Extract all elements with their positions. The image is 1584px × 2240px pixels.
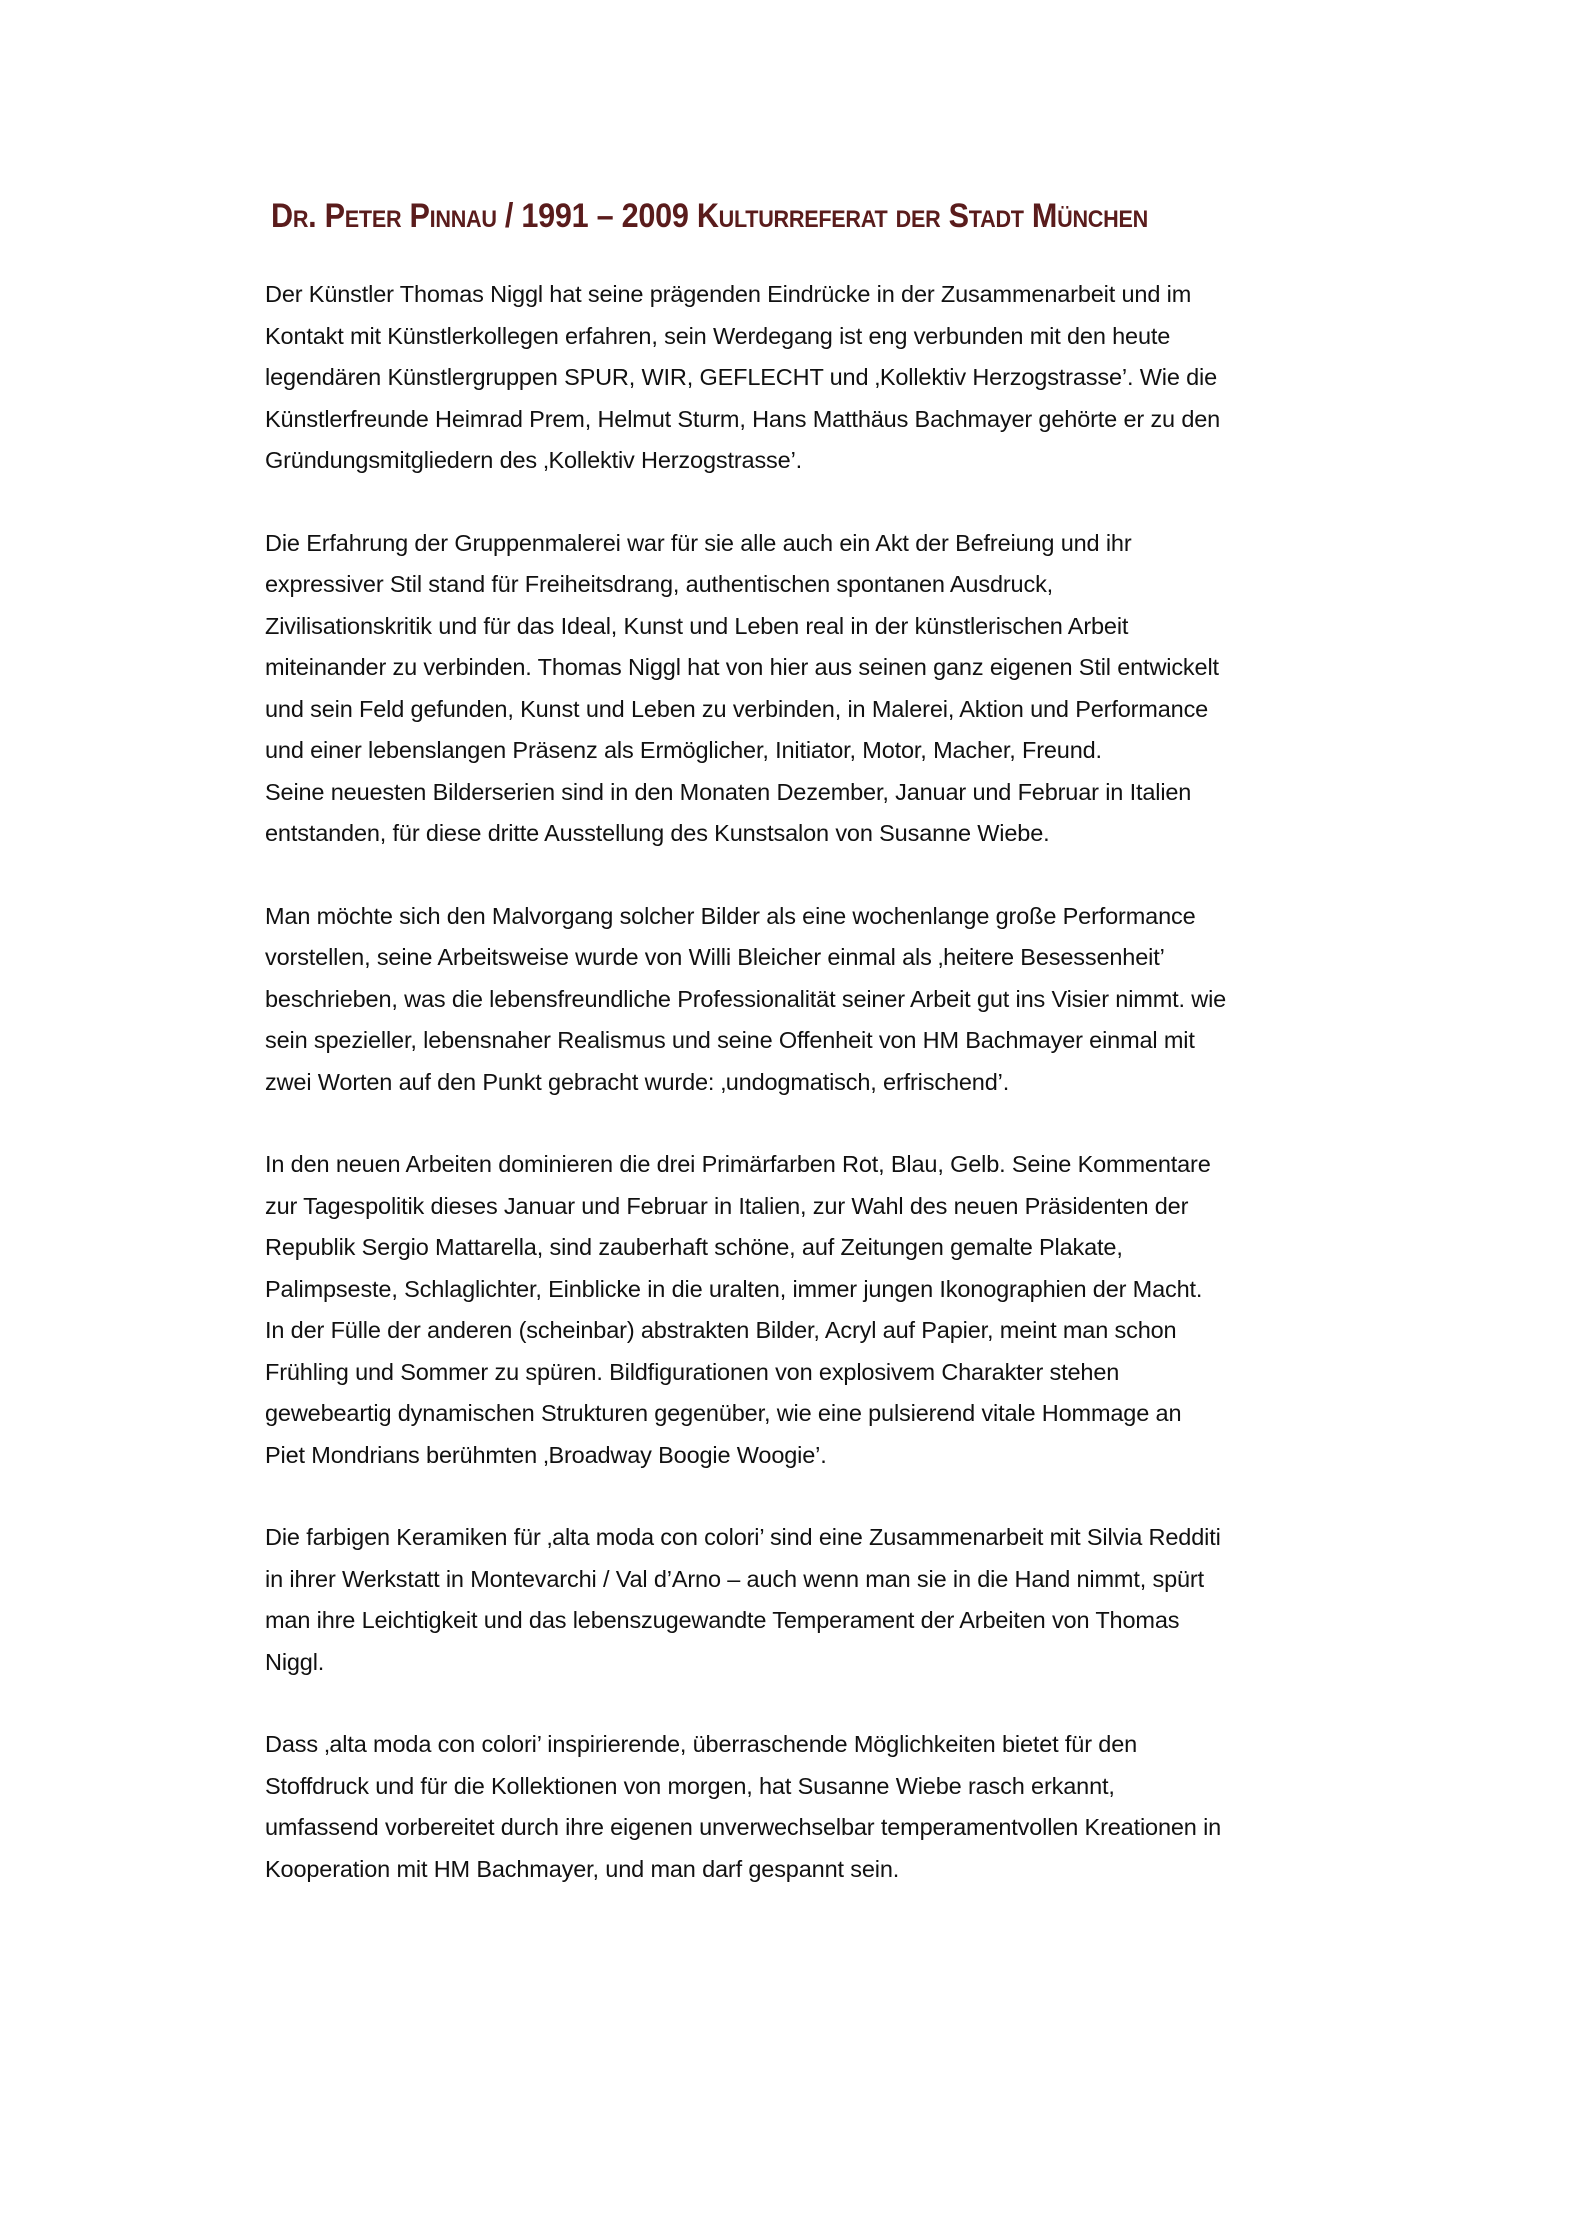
text-line: sein spezieller, lebensnaher Realismus und seine Offenheit von HM Bachmayer einmal mit [265, 1027, 1195, 1053]
text-line: legendären Künstlergruppen SPUR, WIR, GEFLECHT und ‚Kollektiv Herzogstrasse’. Wie die [265, 364, 1218, 390]
text-line: entstanden, für diese dritte Ausstellung des Kunstsalon von Susanne Wiebe. [265, 820, 1050, 846]
text-line: Piet Mondrians berühmten ‚Broadway Boogie Woogie’. [265, 1441, 827, 1468]
text-line: Niggl. [265, 1648, 325, 1675]
text-line: In der Fülle der anderen (scheinbar) abstrakten Bilder, Acryl auf Papier, meint man schon [265, 1317, 1177, 1343]
text-line: und sein Feld gefunden, Kunst und Leben zu verbinden, in Malerei, Aktion und Performance [265, 695, 1209, 722]
text-line: gewebeartig dynamischen Strukturen gegenüber, wie eine pulsierend vitale Hommage an [265, 1400, 1182, 1426]
text-line: zur Tagespolitik dieses Januar und Februar in Italien, zur Wahl des neuen Präsidenten der [265, 1192, 1189, 1219]
paragraph-5 [265, 1517, 1405, 1683]
text-line: und einer lebenslangen Präsenz als Ermöglicher, Initiator, Motor, Macher, Freund. [265, 737, 1102, 763]
paragraph-4 [265, 1144, 1405, 1476]
text-line: Der Künstler Thomas Niggl hat seine prägenden Eindrücke in der Zusammenarbeit und im [265, 281, 1192, 307]
text-line: zwei Worten auf den Punkt gebracht wurde: ‚undogmatisch, erfrischend’. [265, 1068, 1010, 1095]
text-line: Die farbigen Keramiken für ‚alta moda con colori’ sind eine Zusammenarbeit mit Silvia Redditi [265, 1524, 1221, 1550]
paragraph-1 [265, 274, 1405, 482]
text-line: Die Erfahrung der Gruppenmalerei war für sie alle auch ein Akt der Befreiung und ihr [265, 529, 1132, 556]
paragraph-3 [265, 896, 1405, 1104]
text-line: Stoffdruck und für die Kollektionen von morgen, hat Susanne Wiebe rasch erkannt, [265, 1772, 1115, 1799]
text-line: Kooperation mit HM Bachmayer, und man darf gespannt sein. [265, 1855, 900, 1882]
text-line: Frühling und Sommer zu spüren. Bildfigurationen von explosivem Charakter stehen [265, 1358, 1120, 1385]
text-line: man ihre Leichtigkeit und das lebenszugewandte Temperament der Arbeiten von Thomas [265, 1607, 1180, 1633]
text-line: umfassend vorbereitet durch ihre eigenen unverwechselbar temperamentvollen Kreationen in [265, 1814, 1222, 1840]
text-line: Man möchte sich den Malvorgang solcher Bilder als eine wochenlange große Performance [265, 902, 1196, 929]
text-line: expressiver Stil stand für Freiheitsdrang, authentischen spontanen Ausdruck, [265, 571, 1054, 597]
text-line: Seine neuesten Bilderserien sind in den Monaten Dezember, Januar und Februar in Italien [265, 778, 1192, 805]
text-line: In den neuen Arbeiten dominieren die drei Primärfarben Rot, Blau, Gelb. Seine Kommentare [265, 1151, 1211, 1177]
document-heading: Dr. Peter Pinnau / 1991 – 2009 Kulturreferat der Stadt München [271, 197, 1148, 235]
text-line: Republik Sergio Mattarella, sind zauberhaft schöne, auf Zeitungen gemalte Plakate, [265, 1234, 1123, 1260]
text-line: vorstellen, seine Arbeitsweise wurde von Willi Bleicher einmal als ‚heitere Besessenheit’ [265, 944, 1165, 970]
text-line: miteinander zu verbinden. Thomas Niggl hat von hier aus seinen ganz eigenen Stil entwickelt [265, 654, 1219, 680]
text-line: Palimpseste, Schlaglichter, Einblicke in die uralten, immer jungen Ikonographien der Macht. [265, 1275, 1203, 1302]
text-line: beschrieben, was die lebensfreundliche Professionalität seiner Arbeit gut ins Visier nimmt. wie [265, 985, 1227, 1012]
text-line: in ihrer Werkstatt in Montevarchi / Val d’Arno – auch wenn man sie in die Hand nimmt, spürt [265, 1565, 1204, 1592]
paragraph-2 [265, 523, 1405, 855]
paragraph-6 [265, 1724, 1405, 1890]
text-line: Kontakt mit Künstlerkollegen erfahren, sein Werdegang ist eng verbunden mit den heute [265, 322, 1171, 349]
text-line: Zivilisationskritik und für das Ideal, Kunst und Leben real in der künstlerischen Arbeit [265, 612, 1129, 639]
document-page [265, 196, 1405, 1931]
text-line: Dass ‚alta moda con colori’ inspirierende, überraschende Möglichkeiten bietet für den [265, 1731, 1138, 1757]
text-line: Künstlerfreunde Heimrad Prem, Helmut Sturm, Hans Matthäus Bachmayer gehörte er zu den [265, 405, 1221, 432]
text-line: Gründungsmitgliedern des ‚Kollektiv Herzogstrasse’. [265, 447, 803, 473]
